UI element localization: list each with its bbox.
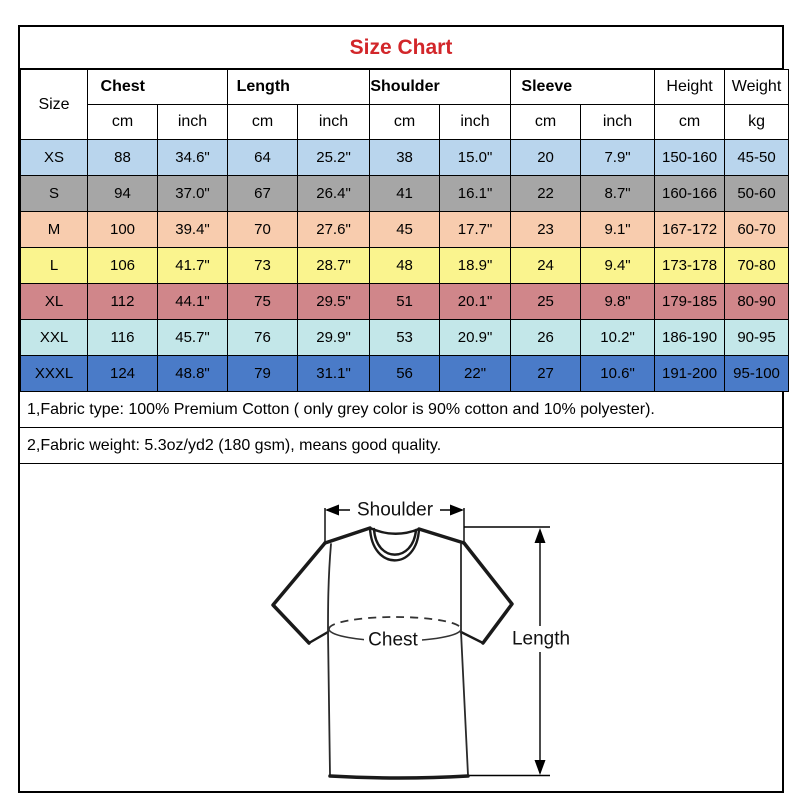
- length-cm-unit: cm: [228, 105, 298, 140]
- table-row-xl: [21, 284, 789, 320]
- weight-kg-unit: kg: [725, 105, 789, 140]
- cell: 20: [511, 140, 581, 176]
- fabric-weight-note: 2,Fabric weight: 5.3oz/yd2 (180 gsm), means good quality.: [20, 428, 782, 464]
- cell: 88: [88, 140, 158, 176]
- cell: 53: [370, 320, 440, 356]
- cell: 25: [511, 284, 581, 320]
- table-row-xs: [21, 140, 789, 176]
- cell: 28.7": [298, 248, 370, 284]
- cell: 44.1": [158, 284, 228, 320]
- hem: [330, 776, 468, 778]
- cell: 39.4": [158, 212, 228, 248]
- cell: 9.4": [581, 248, 655, 284]
- table-row-xxxl: [21, 356, 789, 392]
- shoulder-label: Shoulder: [356, 499, 434, 521]
- cell: 116: [88, 320, 158, 356]
- cell: 26: [511, 320, 581, 356]
- left-sleeve-inner: [309, 632, 328, 643]
- size-cell: XXXL: [21, 356, 88, 392]
- length-label: Length: [511, 628, 571, 650]
- cell: 76: [228, 320, 298, 356]
- cell: 22": [440, 356, 511, 392]
- cell: 45: [370, 212, 440, 248]
- chest-group-label: Chest: [100, 78, 145, 95]
- weight-column-header: Weight: [725, 70, 789, 105]
- cell: 100: [88, 212, 158, 248]
- tshirt-outline: [273, 528, 512, 778]
- cell: 26.4": [298, 176, 370, 212]
- size-chart-title: Size Chart: [20, 27, 782, 69]
- cell: 73: [228, 248, 298, 284]
- cell: 25.2": [298, 140, 370, 176]
- length-group-label: Length: [236, 78, 290, 95]
- cell: 70-80: [725, 248, 789, 284]
- cell: 106: [88, 248, 158, 284]
- right-shoulder-edge: [419, 529, 464, 543]
- cell: 48: [370, 248, 440, 284]
- cell: 167-172: [655, 212, 725, 248]
- cell: 7.9": [581, 140, 655, 176]
- size-cell: L: [21, 248, 88, 284]
- cell: 27.6": [298, 212, 370, 248]
- size-cell: XS: [21, 140, 88, 176]
- cell: 22: [511, 176, 581, 212]
- cell: 150-160: [655, 140, 725, 176]
- chest-cm-unit: cm: [88, 105, 158, 140]
- cell: 23: [511, 212, 581, 248]
- tshirt-diagram-svg: [20, 464, 782, 791]
- cell: 56: [370, 356, 440, 392]
- size-column-header: Size: [21, 70, 88, 140]
- right-body-seam: [461, 544, 468, 775]
- tshirt-measurement-diagram: [20, 464, 782, 791]
- shoulder-group-header: [370, 70, 511, 105]
- cell: 18.9": [440, 248, 511, 284]
- cell: 27: [511, 356, 581, 392]
- header-row-units: [21, 105, 789, 140]
- cell: 191-200: [655, 356, 725, 392]
- cell: 50-60: [725, 176, 789, 212]
- length-group-header: [228, 70, 370, 105]
- chest-inch-unit: inch: [158, 105, 228, 140]
- sleeve-inch-unit: inch: [581, 105, 655, 140]
- cell: 75: [228, 284, 298, 320]
- cell: 48.8": [158, 356, 228, 392]
- cell: 70: [228, 212, 298, 248]
- cell: 64: [228, 140, 298, 176]
- size-cell: S: [21, 176, 88, 212]
- cell: 41: [370, 176, 440, 212]
- shoulder-group-label: Shoulder: [370, 78, 440, 95]
- cell: 179-185: [655, 284, 725, 320]
- size-cell: M: [21, 212, 88, 248]
- cell: 29.9": [298, 320, 370, 356]
- left-shoulder-edge: [325, 528, 370, 543]
- table-row-xxl: [21, 320, 789, 356]
- table-row-m: [21, 212, 789, 248]
- size-cell: XXL: [21, 320, 88, 356]
- cell: 67: [228, 176, 298, 212]
- size-cell: XL: [21, 284, 88, 320]
- cell: 24: [511, 248, 581, 284]
- cell: 45.7": [158, 320, 228, 356]
- height-cm-unit: cm: [655, 105, 725, 140]
- chest-group-header: [88, 70, 228, 105]
- size-chart-sheet: [18, 25, 784, 793]
- cell: 20.1": [440, 284, 511, 320]
- cell: 124: [88, 356, 158, 392]
- cell: 20.9": [440, 320, 511, 356]
- cell: 16.1": [440, 176, 511, 212]
- cell: 112: [88, 284, 158, 320]
- cell: 37.0": [158, 176, 228, 212]
- cell: 15.0": [440, 140, 511, 176]
- cell: 17.7": [440, 212, 511, 248]
- cell: 79: [228, 356, 298, 392]
- left-body-seam: [328, 544, 331, 775]
- cell: 34.6": [158, 140, 228, 176]
- cell: 60-70: [725, 212, 789, 248]
- cell: 45-50: [725, 140, 789, 176]
- cell: 38: [370, 140, 440, 176]
- left-sleeve-outer: [273, 543, 325, 643]
- cell: 9.8": [581, 284, 655, 320]
- cell: 90-95: [725, 320, 789, 356]
- table-row-s: [21, 176, 789, 212]
- right-sleeve-outer: [464, 543, 512, 643]
- sleeve-group-label: Sleeve: [521, 78, 573, 95]
- height-column-header: Height: [655, 70, 725, 105]
- cell: 51: [370, 284, 440, 320]
- length-inch-unit: inch: [298, 105, 370, 140]
- collar-back: [370, 528, 419, 534]
- cell: 9.1": [581, 212, 655, 248]
- fabric-type-note: 1,Fabric type: 100% Premium Cotton ( only grey color is 90% cotton and 10% polyester).: [20, 392, 782, 428]
- size-table: [20, 69, 789, 392]
- cell: 10.2": [581, 320, 655, 356]
- cell: 80-90: [725, 284, 789, 320]
- cell: 160-166: [655, 176, 725, 212]
- shoulder-cm-unit: cm: [370, 105, 440, 140]
- sleeve-group-header: [511, 70, 655, 105]
- cell: 31.1": [298, 356, 370, 392]
- cell: 41.7": [158, 248, 228, 284]
- cell: 173-178: [655, 248, 725, 284]
- sleeve-cm-unit: cm: [511, 105, 581, 140]
- shoulder-inch-unit: inch: [440, 105, 511, 140]
- header-row-groups: [21, 70, 789, 105]
- cell: 94: [88, 176, 158, 212]
- cell: 186-190: [655, 320, 725, 356]
- cell: 29.5": [298, 284, 370, 320]
- cell: 8.7": [581, 176, 655, 212]
- cell: 95-100: [725, 356, 789, 392]
- table-row-l: [21, 248, 789, 284]
- chest-label: Chest: [368, 629, 418, 651]
- right-sleeve-inner: [461, 632, 483, 643]
- cell: 10.6": [581, 356, 655, 392]
